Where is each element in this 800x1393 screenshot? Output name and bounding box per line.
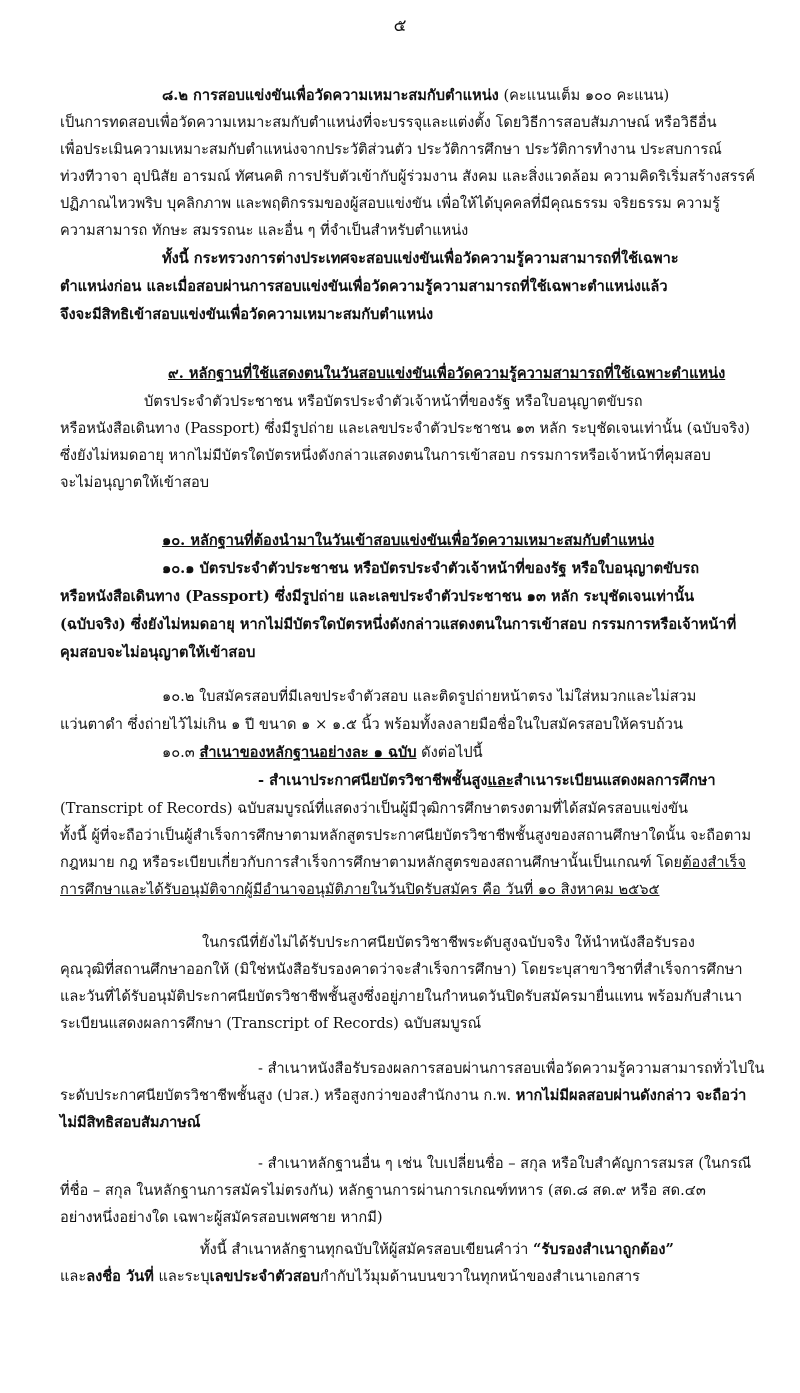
cert-warning-text: หากไม่มีผลสอบผ่านดังกล่าว จะถือว่า <box>515 1087 747 1104</box>
paragraph-line: - สำเนาหนังสือรับรองผลการสอบผ่านการสอบเพื่อวัดความรู้ความสามารถทั่วไปใน <box>258 1060 765 1077</box>
paragraph-line <box>60 849 746 876</box>
section-8-2-score: (คะแนนเต็ม ๑๐๐ คะแนน) <box>498 87 670 104</box>
criteria-underlined: ต้องสำเร็จ <box>682 854 746 871</box>
paragraph-line: - สำเนาหลักฐานอื่น ๆ เช่น ใบเปลี่ยนชื่อ – สกุล หรือใบสำคัญการสมรส (ในกรณี <box>258 1155 752 1172</box>
bullet-diploma-line <box>258 767 716 794</box>
paragraph-line: หรือหนังสือเดินทาง (Passport) ซึ่งมีรูปถ่าย และเลขประจำตัวประชาชน ๑๓ หลัก ระบุชัดเจนเท่านั้น <box>60 588 695 605</box>
paragraph-line: ตำแหน่งก่อน และเมื่อสอบผ่านการสอบแข่งขันเพื่อวัดความรู้ความสามารถที่ใช้เฉพาะตำแหน่งแล้ว <box>60 278 668 295</box>
paragraph-line: จะไม่อนุญาตให้เข้าสอบ <box>60 474 210 491</box>
sign-and: และ <box>60 1268 87 1285</box>
paragraph-line: (Transcript of Records) ฉบับสมบูรณ์ที่แสดงว่าเป็นผู้มีวุฒิการศึกษาตรงตามที่ได้สมัครสอบแข่งขัน <box>60 800 689 817</box>
bullet-diploma-text: - สำเนาประกาศนียบัตรวิชาชีพชั้นสูง <box>258 772 488 789</box>
sign-exam-id: เลขประจำตัวสอบ <box>209 1268 320 1285</box>
paragraph-line: ปฏิภาณไหวพริบ บุคลิกภาพ และพฤติกรรมของผู้สอบแข่งขัน เพื่อให้ได้บุคคลที่มีคุณธรรม จริยธรรม ความรู้ <box>60 195 720 212</box>
paragraph-line <box>60 1263 640 1290</box>
paragraph-line: เพื่อประเมินความเหมาะสมกับตำแหน่งจากประวัติส่วนตัว ประวัติการศึกษา ประวัติการทำงาน ประสบการณ์ <box>60 141 722 158</box>
paragraph-line: ที่ชื่อ – สกุล ในหลักฐานการสมัครไม่ตรงกัน) หลักฐานการผ่านการเกณฑ์ทหาร (สด.๘ สด.๙ หรือ สด.๔๓ <box>60 1182 706 1199</box>
paragraph-line: ซึ่งยังไม่หมดอายุ หากไม่มีบัตรใดบัตรหนึ่งดังกล่าวแสดงตนในการเข้าสอบ กรรมการหรือเจ้าหน้าที่คุมสอบ <box>60 447 711 464</box>
paragraph-line: อย่างหนึ่งอย่างใด เฉพาะผู้สมัครสอบเพศชาย หากมี) <box>60 1209 383 1226</box>
paragraph-line: ไม่มีสิทธิสอบสัมภาษณ์ <box>60 1114 201 1131</box>
paragraph-line: เป็นการทดสอบเพื่อวัดความเหมาะสมกับตำแหน่งที่จะบรรจุและแต่งตั้ง โดยวิธีการสอบสัมภาษณ์ หรือวิธีอื่น <box>60 114 717 131</box>
certify-quote: “รับรองสำเนาถูกต้อง” <box>533 1241 674 1258</box>
paragraph-line: ๑๐.๒ ใบสมัครสอบที่มีเลขประจำตัวสอบ และติดรูปถ่ายหน้าตรง ไม่ใส่หมวกและไม่สวม <box>162 688 697 705</box>
item-10-3-title: สำเนาของหลักฐานอย่างละ ๑ ฉบับ <box>199 744 417 761</box>
section-9-heading: ๙. หลักฐานที่ใช้แสดงตนในวันสอบแข่งขันเพื่อวัดความรู้ความสามารถที่ใช้เฉพาะตำแหน่ง <box>168 365 726 382</box>
paragraph-line: หรือหนังสือเดินทาง (Passport) ซึ่งมีรูปถ่าย และเลขประจำตัวประชาชน ๑๓ หลัก ระบุชัดเจนเท่านั้น (ฉบับจริง) <box>60 420 750 437</box>
item-10-3-line <box>162 739 483 766</box>
paragraph-line: บัตรประจำตัวประชาชน หรือบัตรประจำตัวเจ้าหน้าที่ของรัฐ หรือใบอนุญาตขับรถ <box>144 393 643 410</box>
paragraph-line: ในกรณีที่ยังไม่ได้รับประกาศนียบัตรวิชาชีพระดับสูงฉบับจริง ให้นำหนังสือรับรอง <box>202 934 695 951</box>
paragraph-line: ๑๐.๑ บัตรประจำตัวประชาชน หรือบัตรประจำตัวเจ้าหน้าที่ของรัฐ หรือใบอนุญาตขับรถ <box>162 560 700 577</box>
paragraph-line: แว่นตาดำ ซึ่งถ่ายไว้ไม่เกิน ๑ ปี ขนาด ๑ × ๑.๕ นิ้ว พร้อมทั้งลงลายมือชื่อในใบสมัครสอบให้ครบถ้วน <box>60 716 683 733</box>
paragraph-line: คุมสอบจะไม่อนุญาตให้เข้าสอบ <box>60 644 256 661</box>
section-10-heading: ๑๐. หลักฐานที่ต้องนำมาในวันเข้าสอบแข่งขันเพื่อวัดความเหมาะสมกับตำแหน่ง <box>162 532 655 549</box>
certify-text: ทั้งนี้ สำเนาหลักฐานทุกฉบับให้ผู้สมัครสอบเขียนคำว่า <box>200 1241 534 1258</box>
paragraph-line <box>200 1236 674 1263</box>
section-8-2-heading: ๘.๒ การสอบแข่งขันเพื่อวัดความเหมาะสมกับตำแหน่ง <box>162 87 499 104</box>
item-10-3-suffix: ดังต่อไปนี้ <box>416 744 483 761</box>
sign-specify: และระบุ <box>153 1268 210 1285</box>
bullet-and-text: และ <box>487 772 514 789</box>
paragraph-line: คุณวุฒิที่สถานศึกษาออกให้ (มิใช่หนังสือรับรองคาดว่าจะสำเร็จการศึกษา) โดยระบุสาขาวิชาที่สำเร็จการศึกษา <box>60 961 743 978</box>
cert-level-text: ระดับประกาศนียบัตรวิชาชีพชั้นสูง (ปวส.) หรือสูงกว่าของสำนักงาน ก.พ. <box>60 1087 516 1104</box>
paragraph-line: และวันที่ได้รับอนุมัติประกาศนียบัตรวิชาชีพชั้นสูงซึ่งอยู่ภายในกำหนดวันปิดรับสมัครมายื่นแทน พร้อมกับสำเนา <box>60 988 743 1005</box>
sign-name-date: ลงชื่อ วันที่ <box>86 1268 154 1285</box>
paragraph-line: ทั้งนี้ ผู้ที่จะถือว่าเป็นผู้สำเร็จการศึกษาตามหลักสูตรประกาศนียบัตรวิชาชีพชั้นสูงของสถานศึกษาใดนั้น จะถือตาม <box>60 827 752 844</box>
section-8-2-heading-line <box>162 82 669 109</box>
sign-location: กำกับไว้มุมด้านบนขวาในทุกหน้าของสำเนาเอกสาร <box>319 1268 640 1285</box>
paragraph-line: จึงจะมีสิทธิเข้าสอบแข่งขันเพื่อวัดความเหมาะสมกับตำแหน่ง <box>60 306 434 323</box>
item-10-3-number: ๑๐.๓ <box>162 744 200 761</box>
bullet-transcript-text: สำเนาระเบียนแสดงผลการศึกษา <box>513 772 716 789</box>
paragraph-line: ท่วงทีวาจา อุปนิสัย อารมณ์ ทัศนคติ การปรับตัวเข้ากับผู้ร่วมงาน สังคม และสิ่งแวดล้อม ความคิดริเริ่มสร้างสรรค์ <box>60 168 756 185</box>
paragraph-line <box>60 1082 746 1109</box>
paragraph-line: การศึกษาและได้รับอนุมัติจากผู้มีอำนาจอนุมัติภายในวันปิดรับสมัคร คือ วันที่ ๑๐ สิงหาคม ๒๕๖๕ <box>60 881 660 898</box>
paragraph-line: (ฉบับจริง) ซึ่งยังไม่หมดอายุ หากไม่มีบัตรใดบัตรหนึ่งดังกล่าวแสดงตนในการเข้าสอบ กรรมการหรือเจ้าหน้าที่ <box>60 616 737 633</box>
criteria-text: กฎหมาย กฎ หรือระเบียบเกี่ยวกับการสำเร็จการศึกษาตามหลักสูตรของสถานศึกษานั้นเป็นเกณฑ์ โดย <box>60 854 683 871</box>
page-number: ๕ <box>393 16 407 36</box>
paragraph-line: ความสามารถ ทักษะ สมรรถนะ และอื่น ๆ ที่จำเป็นสำหรับตำแหน่ง <box>60 222 469 239</box>
paragraph-line: ระเบียนแสดงผลการศึกษา (Transcript of Records) ฉบับสมบูรณ์ <box>60 1015 482 1032</box>
paragraph-line: ทั้งนี้ กระทรวงการต่างประเทศจะสอบแข่งขันเพื่อวัดความรู้ความสามารถที่ใช้เฉพาะ <box>162 250 679 267</box>
